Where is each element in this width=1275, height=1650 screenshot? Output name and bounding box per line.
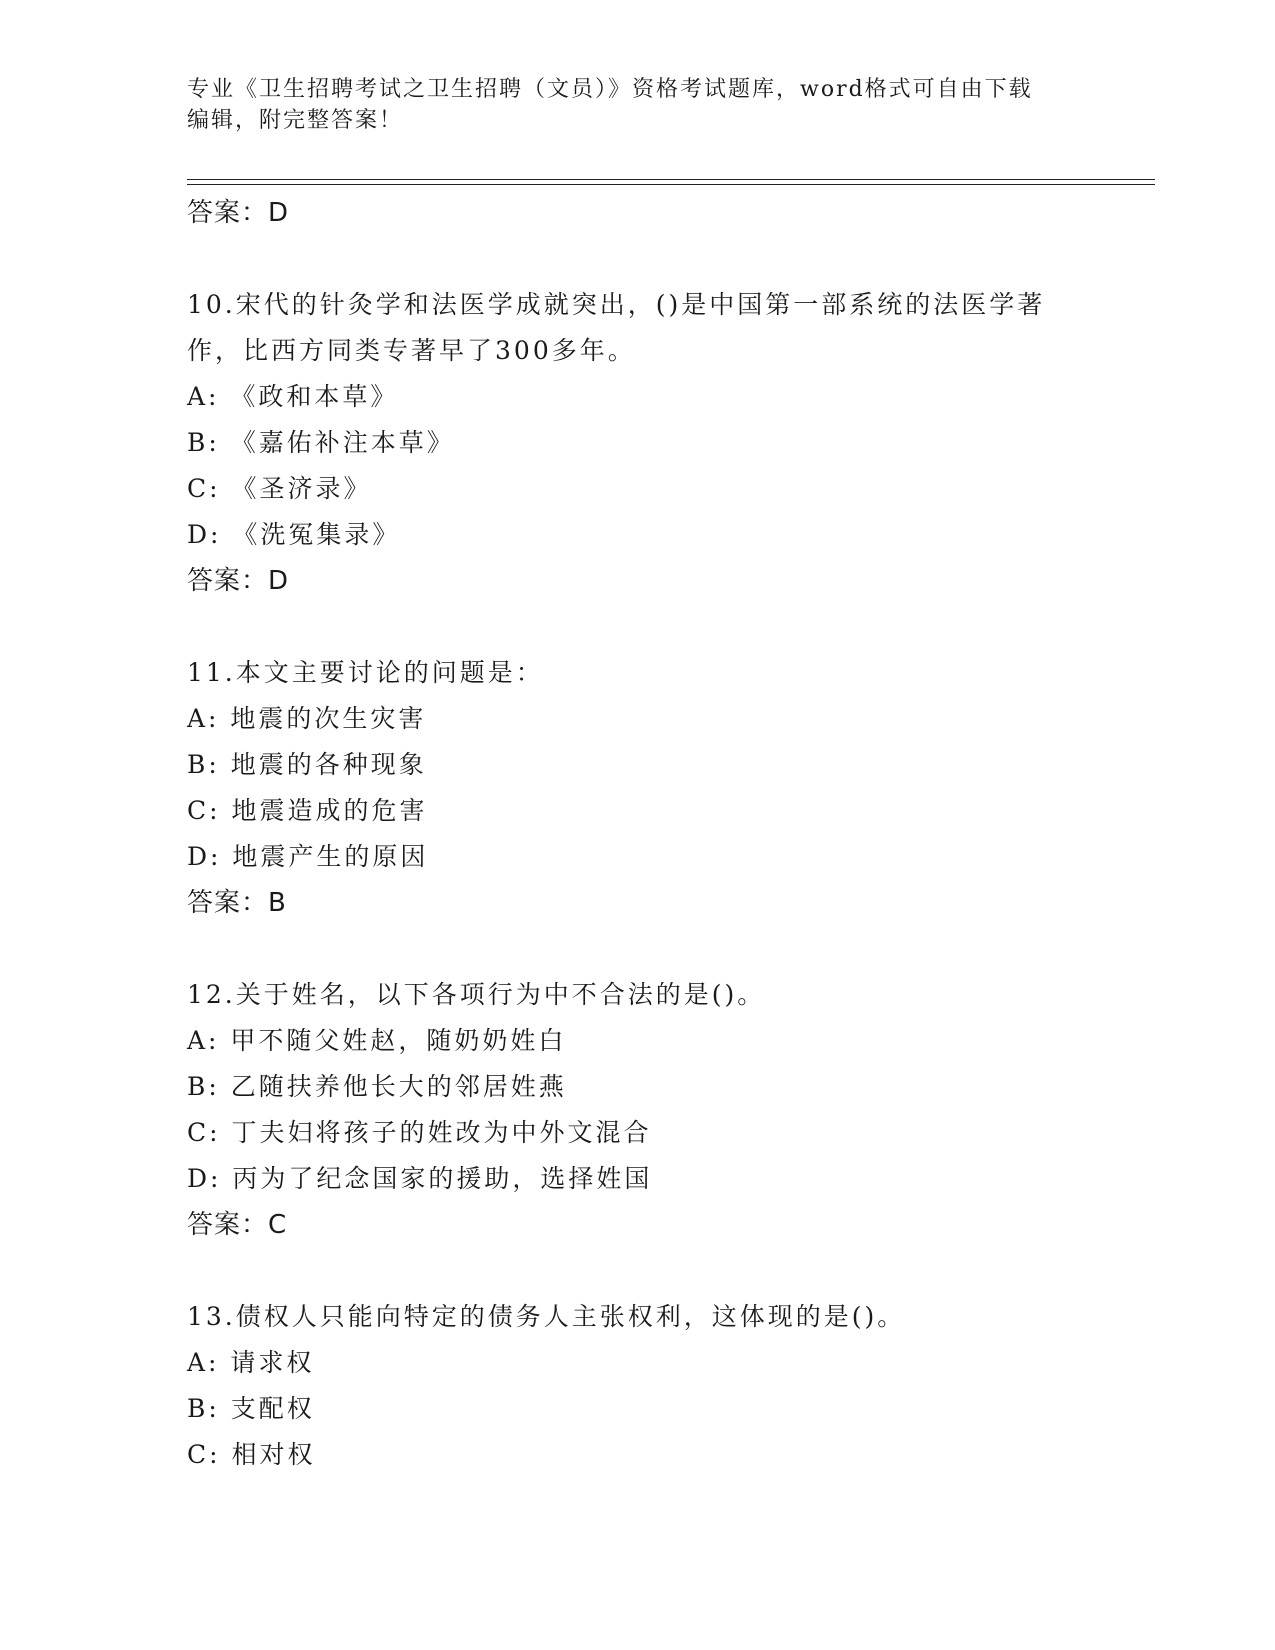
header-line-2: 编辑，附完整答案！ (187, 108, 404, 133)
question-10-option-d: D: 《洗冤集录》 (187, 520, 401, 549)
question-13 (187, 1294, 1087, 1478)
header-line-1: 专业《卫生招聘考试之卫生招聘（文员）》资格考试题库，word格式可自由下载 (187, 77, 1033, 102)
answer-previous: 答案：D (187, 198, 290, 228)
question-13-option-c: C: 相对权 (187, 1440, 316, 1469)
question-11-option-c: C: 地震造成的危害 (187, 796, 428, 825)
question-10-stem-line-2: 作，比西方同类专著早了300多年。 (187, 336, 636, 365)
question-10-answer: 答案：D (187, 566, 290, 596)
question-11-answer: 答案：B (187, 888, 287, 918)
question-12-option-d: D: 丙为了纪念国家的援助，选择姓国 (187, 1164, 653, 1193)
question-10-stem-line-1: 10.宋代的针灸学和法医学成就突出，()是中国第一部系统的法医学著 (187, 290, 1046, 319)
question-12-option-c: C: 丁夫妇将孩子的姓改为中外文混合 (187, 1118, 652, 1147)
question-12-stem: 12.关于姓名，以下各项行为中不合法的是()。 (187, 980, 766, 1009)
question-13-option-b: B: 支配权 (187, 1394, 315, 1423)
document-header (187, 74, 1087, 136)
question-10 (187, 282, 1087, 604)
question-11-option-d: D: 地震产生的原因 (187, 842, 429, 871)
question-12 (187, 972, 1087, 1248)
header-divider-bottom (187, 184, 1155, 185)
question-12-option-b: B: 乙随扶养他长大的邻居姓燕 (187, 1072, 567, 1101)
question-10-option-c: C: 《圣济录》 (187, 474, 372, 503)
header-divider-top (187, 179, 1155, 180)
question-12-option-a: A: 甲不随父姓赵，随奶奶姓白 (187, 1026, 567, 1055)
question-11-option-a: A: 地震的次生灾害 (187, 704, 427, 733)
question-11 (187, 650, 1087, 926)
question-10-option-b: B: 《嘉佑补注本草》 (187, 428, 455, 457)
question-12-answer: 答案：C (187, 1210, 288, 1240)
question-13-option-a: A: 请求权 (187, 1348, 315, 1377)
question-11-option-b: B: 地震的各种现象 (187, 750, 427, 779)
question-11-stem: 11.本文主要讨论的问题是： (187, 658, 544, 687)
question-list (187, 190, 1087, 1478)
question-10-option-a: A: 《政和本草》 (187, 382, 399, 411)
question-13-stem: 13.债权人只能向特定的债务人主张权利，这体现的是()。 (187, 1302, 906, 1331)
